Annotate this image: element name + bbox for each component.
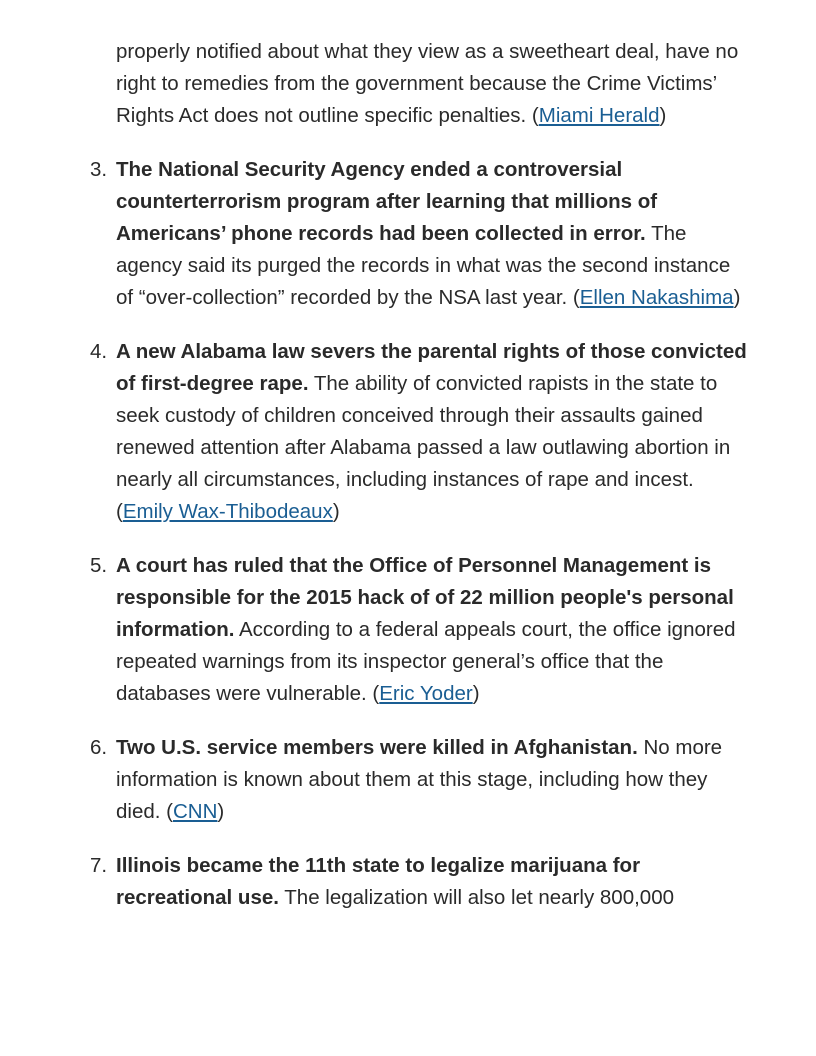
item-tail: ): [217, 800, 225, 823]
source-link-cnn[interactable]: CNN: [172, 800, 218, 823]
item-number: 4.: [90, 340, 108, 363]
item-body: The agency said its purged the records in what was the second instance of “over-collection” recorded by the NSA last year. (: [116, 222, 731, 309]
list-item: [90, 550, 750, 710]
item-body: No more information is known about them at this stage, including how they died. (: [116, 736, 723, 823]
item-tail: ): [472, 682, 480, 705]
news-list: [90, 36, 750, 936]
item-body: properly notified about what they view as a sweetheart deal, have no right to remedies from the government because the Crime Victims’ Rights Act does not outline specific penalties. (: [116, 40, 739, 127]
item-number: 7.: [90, 854, 108, 877]
item-body: The legalization will also let nearly 800,000: [278, 886, 675, 909]
item-tail: ): [733, 286, 741, 309]
item-tail: ): [332, 500, 340, 523]
list-item: [90, 154, 750, 314]
list-item: [90, 36, 750, 132]
item-headline: Illinois became the 11th state to legalize marijuana for recreational use.: [116, 854, 641, 909]
item-headline: A new Alabama law severs the parental rights of those convicted of first-degree rape.: [116, 340, 747, 395]
source-link-eric-yoder[interactable]: Eric Yoder: [379, 682, 473, 705]
item-number: 3.: [90, 158, 108, 181]
source-link-emily-wax-thibodeaux[interactable]: Emily Wax-Thibodeaux: [122, 500, 333, 523]
item-body: The ability of convicted rapists in the state to seek custody of children conceived through their assaults gained renewed attention after Alabama passed a law outlawing abortion in nearly all circumstances, including instances of rape and incest. (: [116, 372, 731, 523]
list-item: [90, 850, 750, 914]
item-headline: A court has ruled that the Office of Personnel Management is responsible for the 2015 hack of of 22 million people's personal information.: [116, 554, 734, 641]
item-body: According to a federal appeals court, the office ignored repeated warnings from its inspector general’s office that the databases were vulnerable. (: [116, 618, 736, 705]
list-item: [90, 336, 750, 528]
source-link-ellen-nakashima[interactable]: Ellen Nakashima: [579, 286, 734, 309]
item-number: 5.: [90, 554, 108, 577]
item-tail: ): [659, 104, 667, 127]
list-item: [90, 732, 750, 828]
item-number: 6.: [90, 736, 108, 759]
source-link-miami-herald[interactable]: Miami Herald: [538, 104, 660, 127]
item-headline: The National Security Agency ended a controversial counterterrorism program after learning that millions of Americans’ phone records had been collected in error.: [116, 158, 658, 245]
item-headline: Two U.S. service members were killed in Afghanistan.: [116, 736, 638, 759]
